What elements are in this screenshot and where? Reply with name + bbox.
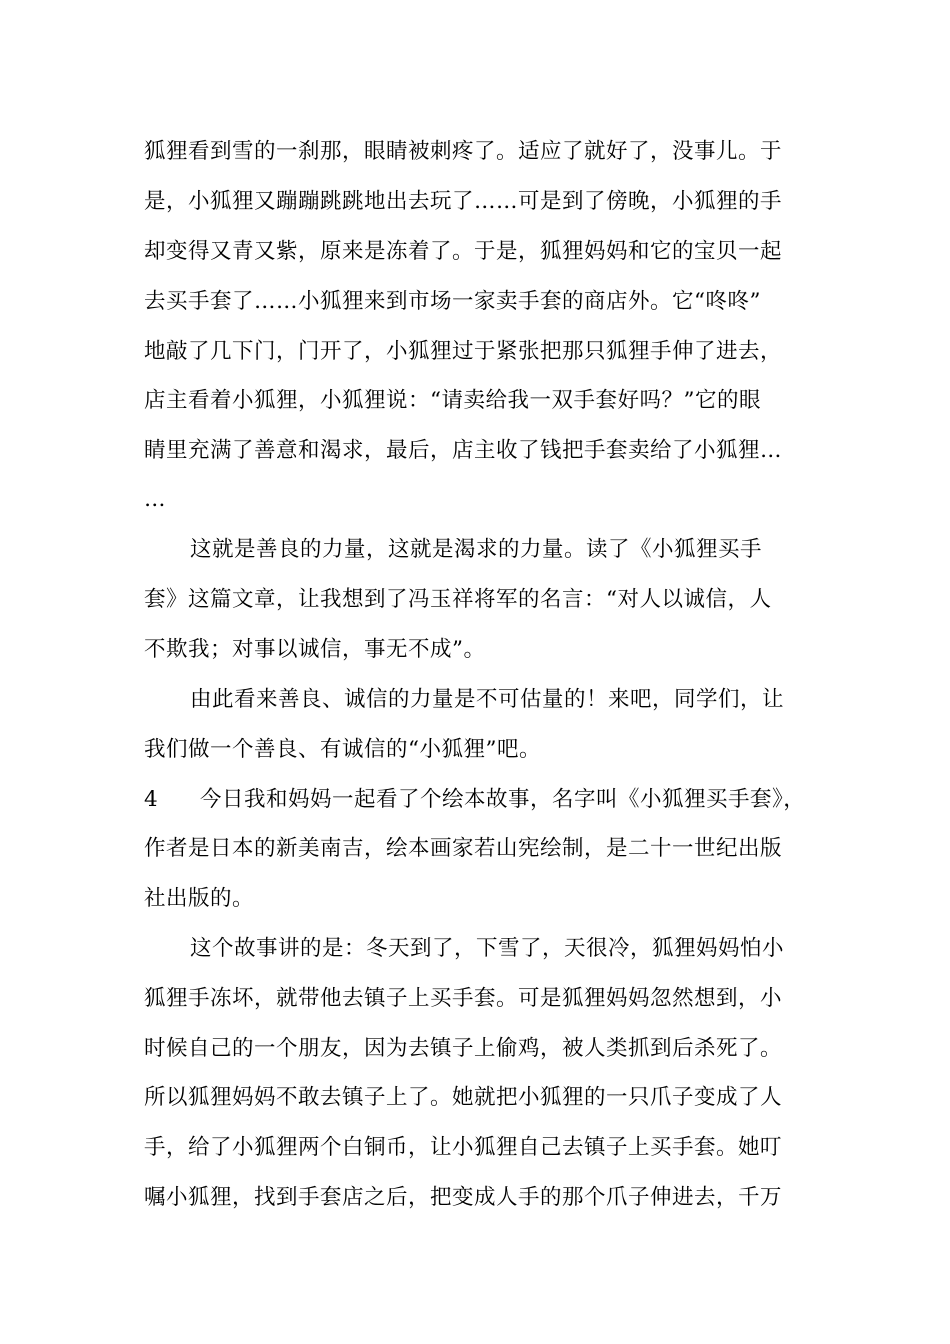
text-line: 手，给了小狐狸两个白铜币，让小狐狸自己去镇子上买手套。她叮	[144, 1135, 783, 1160]
text-line: …	[144, 487, 166, 512]
text-line: 社出版的。	[144, 886, 255, 911]
text-line: 却变得又青又紫，原来是冻着了。于是，狐狸妈妈和它的宝贝一起	[144, 239, 783, 264]
paragraph-first-line: 今日我和妈妈一起看了个绘本故事，名字叫《小狐狸买手套》，	[200, 787, 806, 812]
text-line: 作者是日本的新美南吉，绘本画家若山宪绘制，是二十一世纪出版	[144, 836, 783, 861]
paragraph-first-line: 由此看来善良、诚信的力量是不可估量的！来吧，同学们，让	[190, 687, 785, 712]
text-line: 狐狸手冻坏，就带他去镇子上买手套。可是狐狸妈妈忽然想到，小	[144, 986, 783, 1011]
item-number: 4	[144, 787, 158, 812]
text-line: 睛里充满了善意和渴求，最后，店主收了钱把手套卖给了小狐狸…	[144, 438, 783, 463]
paragraph-first-line: 这就是善良的力量，这就是渴求的力量。读了《小狐狸买手	[190, 537, 763, 562]
text-line: 不欺我；对事以诚信，事无不成”。	[144, 637, 486, 662]
text-line: 是，小狐狸又蹦蹦跳跳地出去玩了……可是到了傍晚，小狐狸的手	[144, 189, 783, 214]
text-line: 套》这篇文章，让我想到了冯玉祥将军的名言：“对人以诚信，人	[144, 587, 772, 612]
text-line: 去买手套了……小狐狸来到市场一家卖手套的商店外。它“咚咚”	[144, 289, 761, 314]
text-line: 地敲了几下门，门开了，小狐狸过于紧张把那只狐狸手伸了进去，	[144, 339, 783, 364]
text-line: 狐狸看到雪的一刹那，眼睛被刺疼了。适应了就好了，没事儿。于	[144, 139, 783, 164]
text-line: 店主看着小狐狸，小狐狸说：“请卖给我一双手套好吗？”它的眼	[144, 388, 761, 413]
paragraph-first-line: 这个故事讲的是：冬天到了，下雪了，天很冷，狐狸妈妈怕小	[190, 936, 785, 961]
text-line: 时候自己的一个朋友，因为去镇子上偷鸡，被人类抓到后杀死了。	[144, 1036, 783, 1061]
text-line: 所以狐狸妈妈不敢去镇子上了。她就把小狐狸的一只爪子变成了人	[144, 1085, 783, 1110]
text-line: 嘱小狐狸，找到手套店之后，把变成人手的那个爪子伸进去，千万	[144, 1185, 783, 1210]
text-line: 我们做一个善良、有诚信的“小狐狸”吧。	[144, 737, 541, 762]
